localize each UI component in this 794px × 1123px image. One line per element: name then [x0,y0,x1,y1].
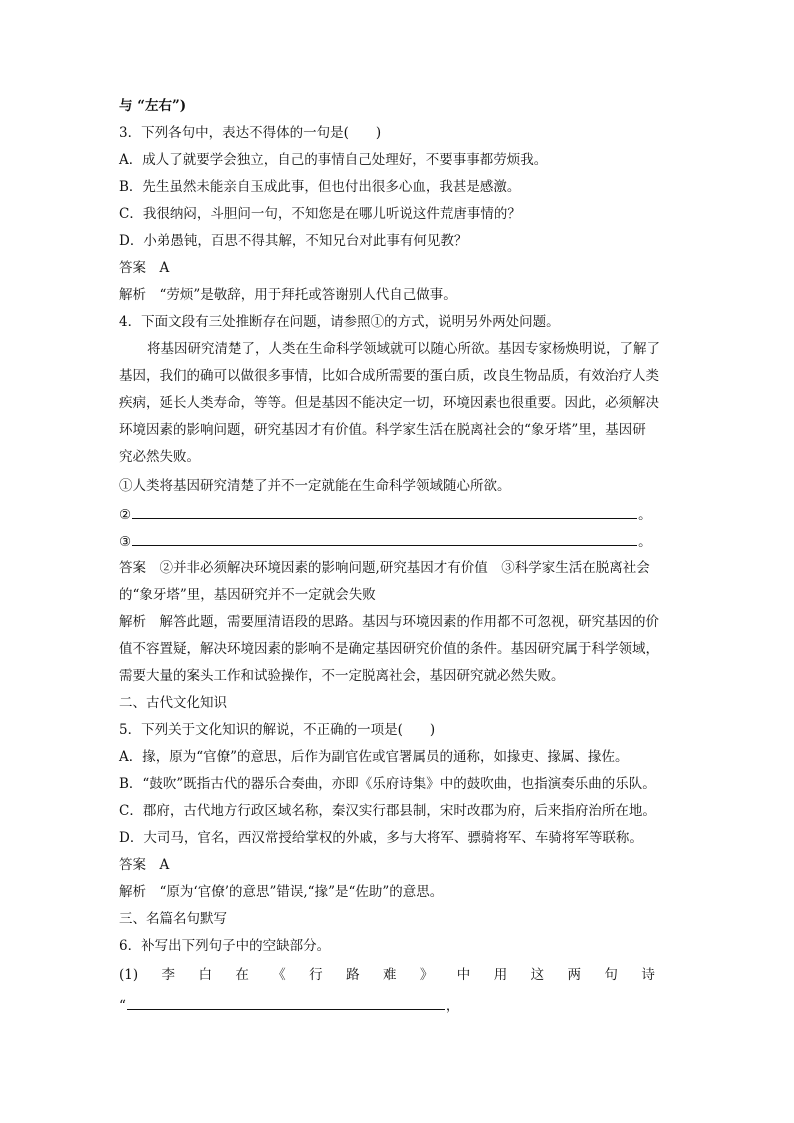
q5-analysis: 解析 “原为‘官僚’的意思”错误,“掾”是“佐助”的意思。 [119,884,444,900]
q3-answer: 答案 A [119,260,170,276]
q4-answer-line: 答案 ②并非必须解决环境因素的影响问题,研究基因才有价值 ③科学家生活在脱离社会 [119,560,650,576]
q3-option-b: B．先生虽然未能亲自玉成此事，但也付出很多心血，我甚是感激。 [119,179,521,195]
q6-char: 句 [604,967,618,983]
q6-char: 这 [530,967,545,983]
q3-option-a: A．成人了就要学会独立，自己的事情自己处理好，不要事事都劳烦我。 [119,152,548,168]
header-fragment: 与 “左右”) [119,98,187,114]
open-quote: “ [119,998,126,1014]
q6-char: 《 [272,967,286,983]
q3-analysis: 解析 “劳烦”是敬辞，用于拜托或答谢别人代自己做事。 [119,287,457,303]
q6-char: 诗 [641,967,655,983]
blank-period: 。 [638,534,652,550]
q6-char: 李 [161,967,176,983]
q4-blank-row-3 [119,532,652,551]
q6-char: (1) [119,967,139,983]
section-heading: 二、古代文化知识 [119,695,227,711]
q6-stem: 6．补写出下列句子中的空缺部分。 [119,938,331,954]
q5-option-a: A．掾，原为“官僚”的意思，后作为副官佐或官署属员的通称，如掾吏、掾属、掾佐。 [119,749,629,765]
blank-marker: ② [119,507,132,523]
q3-option-d: D．小弟愚钝，百思不得其解，不知兄台对此事有何见教？ [119,233,468,249]
q4-passage-line: 基因，我们的确可以做很多事情，比如合成所需要的蛋白质，改良生物品质，有效治疗人类 [119,368,659,384]
q6-char: 中 [456,967,471,983]
q6-char: 在 [235,967,249,983]
q4-passage-line: 环境因素的影响问题，研究基因才有价值。科学家生活在脱离社会的“象牙塔”里，基因研 [119,422,646,438]
q6-char: 用 [493,967,508,983]
q3-option-c: C．我很纳闷，斗胆问一句，不知您是在哪儿听说这件荒唐事情的？ [119,206,521,222]
q6-char: 白 [198,967,212,983]
q4-passage-line: 究必然失败。 [119,449,200,465]
q5-answer: 答案 A [119,857,170,873]
section-heading: 三、名篇名句默写 [119,911,227,927]
blank-comma: ， [445,998,460,1014]
q4-answer-line: 的“象牙塔”里，基因研究并不一定就会失败 [119,587,376,603]
q6-char: 路 [346,967,360,983]
q4-passage-line: 将基因研究清楚了，人类在生命科学领域就可以随心所欲。基因专家杨焕明说，了解了 [147,341,660,357]
q5-option-b: B．“鼓吹”既指古代的器乐合奏曲，亦即《乐府诗集》中的鼓吹曲，也指演奏乐曲的乐队。 [119,776,656,792]
q5-option-d: D．大司马，官名，西汉常授给掌权的外戚，多与大将军、骠骑将军、车骑将军等联称。 [119,830,643,846]
blank-period: 。 [638,507,652,523]
q6-char: 行 [309,967,323,983]
q3-stem: 3．下列各句中，表达不得体的一句是( ) [119,125,382,141]
q6-item-1 [119,966,655,984]
q4-passage-line: 疾病，延长人类寿命，等等。但是基因不能决定一切，环境因素也很重要。因此，必须解决 [119,395,659,411]
answer-blank[interactable] [132,505,637,519]
q6-char: 》 [419,967,434,983]
q4-analysis-line: 需要大量的案头工作和试验操作，不一定脱离社会，基因研究就必然失败。 [119,668,565,684]
answer-blank[interactable] [132,532,637,546]
q4-stem: 4．下面文段有三处推断存在问题，请参照①的方式，说明另外两处问题。 [119,314,560,330]
q6-blank-row [119,996,459,1015]
blank-marker: ③ [119,534,132,550]
q6-char: 两 [567,967,581,983]
answer-blank[interactable] [127,996,445,1010]
q5-option-c: C．郡府，古代地方行政区域名称，秦汉实行郡县制，宋时改郡为府，后来指府治所在地。 [119,803,656,819]
q5-stem: 5．下列关于文化知识的解说，不正确的一项是( ) [119,722,436,738]
q4-analysis-line: 值不容置疑，解决环境因素的影响不是确定基因研究价值的条件。基因研究属于科学领域， [119,641,659,657]
q4-example: ①人类将基因研究清楚了并不一定就能在生命科学领域随心所欲。 [119,478,511,494]
q4-analysis-line: 解析 解答此题，需要厘清语段的思路。基因与环境因素的作用都不可忽视，研究基因的价 [119,614,659,630]
q4-blank-row-2 [119,505,652,524]
q6-char: 难 [382,967,397,983]
